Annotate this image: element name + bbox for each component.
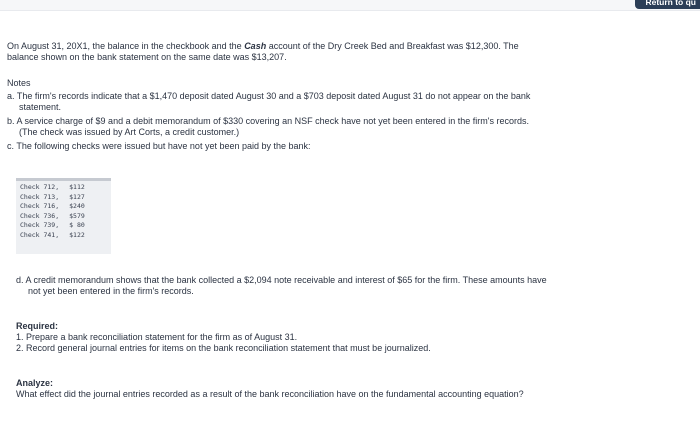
check-label: Check 741, — [20, 230, 60, 239]
note-a-line-1: a. The firm's records indicate that a $1,470 deposit dated August 30 and a $703 deposit dated August 31 do not appear on the bank — [7, 91, 531, 101]
top-band — [0, 0, 700, 11]
note-c-line-1: c. The following checks were issued but have not yet been paid by the bank: — [7, 141, 311, 151]
note-b-line-2: (The check was issued by Art Corts, a credit customer.) — [19, 127, 240, 137]
check-amount: $127 — [69, 192, 85, 201]
note-b — [7, 116, 657, 138]
required-heading: Required: — [16, 321, 59, 331]
check-amount: $ 80 — [69, 221, 85, 230]
outstanding-checks-table — [16, 178, 111, 254]
check-amount: $112 — [69, 183, 85, 191]
required-section — [16, 321, 431, 354]
check-amount: $122 — [69, 230, 85, 239]
check-label: Check 713, — [20, 192, 60, 201]
check-row — [20, 202, 85, 212]
analyze-text: What effect did the journal entries recorded as a result of the bank reconciliation have on the fundamental accounting equation? — [16, 389, 524, 399]
check-row — [20, 212, 85, 222]
check-row — [20, 221, 85, 231]
note-a — [7, 91, 657, 113]
analyze-section — [16, 378, 524, 400]
note-d-line-2: not yet been entered in the firm's records. — [28, 286, 194, 296]
notes-heading: Notes — [7, 78, 31, 88]
check-row — [20, 183, 85, 193]
intro-text-start: On August 31, 20X1, the balance in the checkbook and the — [7, 41, 245, 51]
check-label: Check 739, — [20, 221, 60, 230]
note-d — [16, 275, 666, 297]
problem-intro — [7, 41, 647, 63]
check-label: Check 716, — [20, 202, 60, 211]
check-row — [20, 193, 85, 203]
note-d-line-1: d. A credit memorandum shows that the bank collected a $2,094 note receivable and interest of $65 for the firm. These amounts have — [16, 275, 547, 285]
note-a-line-2: statement. — [19, 102, 62, 112]
check-amount: $579 — [69, 211, 85, 220]
check-label: Check 712, — [20, 183, 60, 191]
required-item-1: 1. Prepare a bank reconciliation statement for the firm as of August 31. — [16, 332, 298, 342]
note-b-line-1: b. A service charge of $9 and a debit memorandum of $330 covering an NSF check have not yet been entered in the firm's records. — [7, 116, 530, 126]
analyze-heading: Analyze: — [16, 378, 54, 388]
note-c — [7, 141, 657, 152]
required-item-2: 2. Record general journal entries for items on the bank reconciliation statement that must be journalized. — [16, 343, 431, 353]
return-to-question-button[interactable]: Return to qu — [635, 0, 700, 9]
intro-line-2: balance shown on the bank statement on the same date was $13,207. — [7, 52, 287, 62]
intro-text-rest: account of the Dry Creek Bed and Breakfast was $12,300. The — [266, 41, 519, 51]
check-label: Check 736, — [20, 211, 60, 220]
cash-account-term: Cash — [244, 41, 267, 51]
check-row — [20, 231, 85, 241]
check-amount: $240 — [69, 202, 85, 211]
